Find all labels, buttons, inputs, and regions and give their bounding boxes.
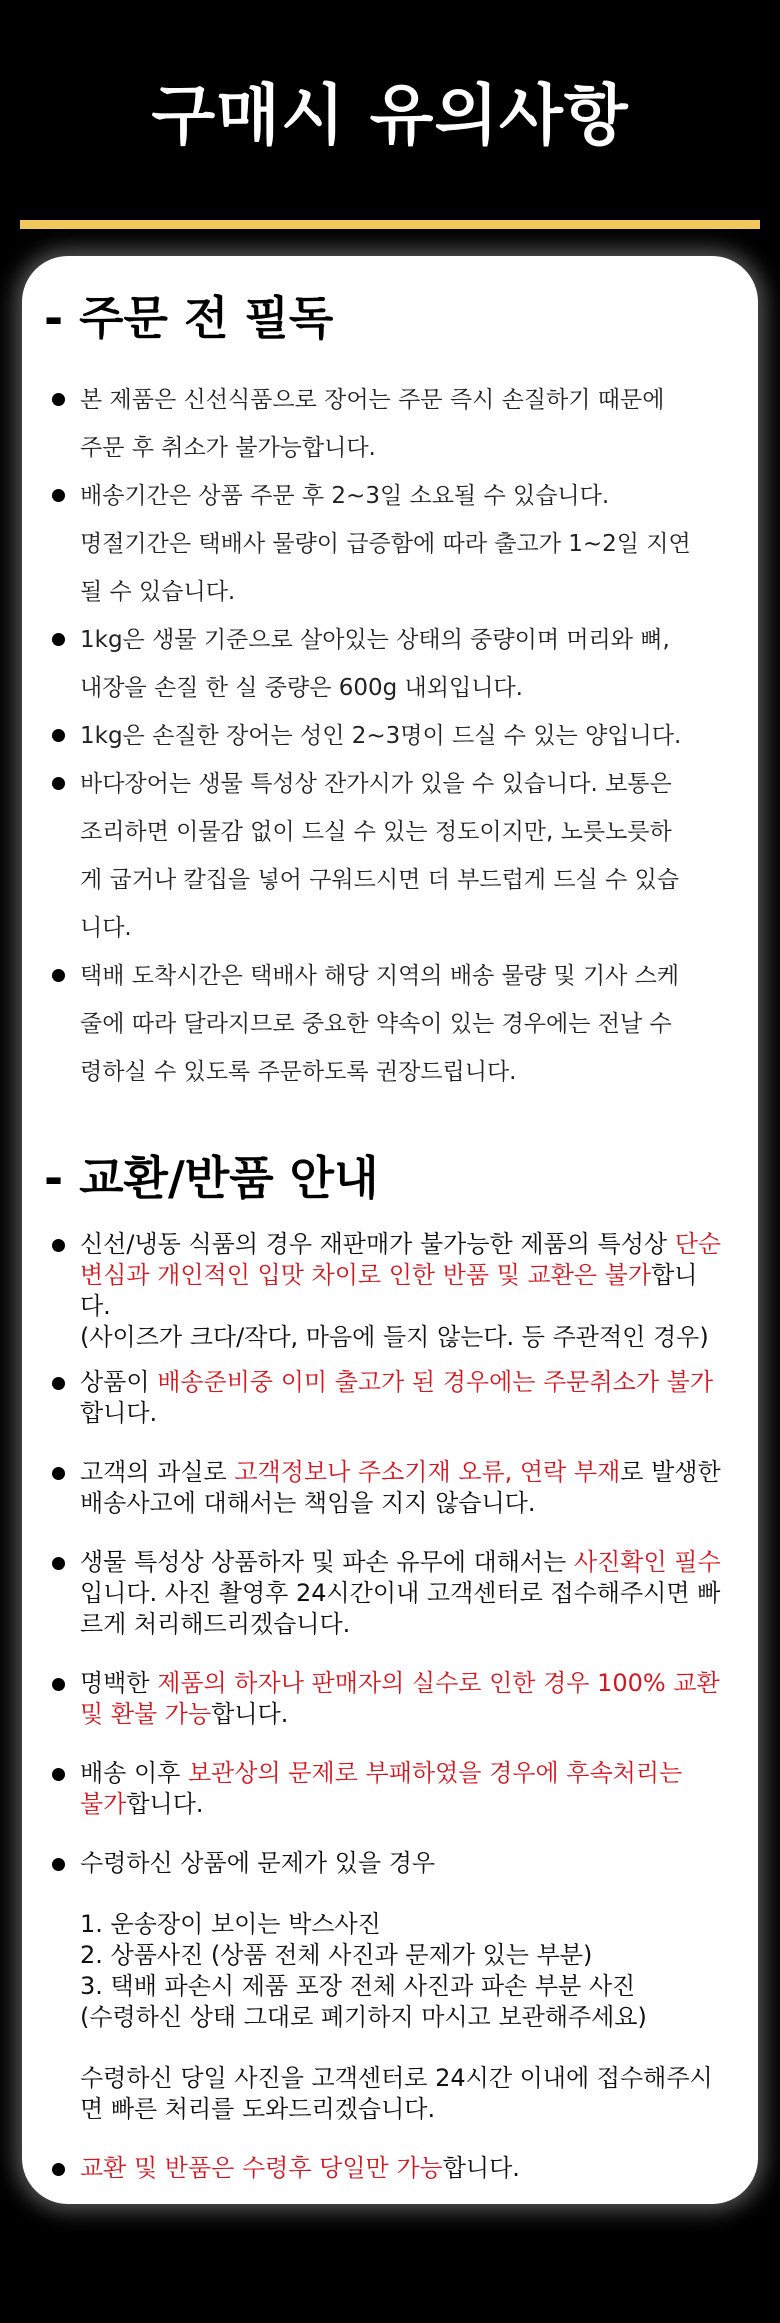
list-item — [22, 1848, 758, 2125]
item-line: 1kg은 손질한 장어는 성인 2~3명이 드실 수 있는 양입니다. — [80, 723, 682, 749]
item-line: 니다. — [80, 915, 132, 941]
item-line: 줄에 따라 달라지므로 중요한 약속이 있는 경우에는 전날 수 — [80, 1011, 672, 1037]
bullet-dot-icon — [52, 729, 65, 742]
bullet-dot-icon — [52, 1377, 65, 1390]
item-line: 조리하면 이물감 없이 드실 수 있는 정도이지만, 노릇노릇하 — [80, 819, 672, 845]
item-text: (사이즈가 크다/작다, 마음에 들지 않는다. 등 주관적인 경우) — [80, 1323, 709, 1351]
item-text: 입니다. 사진 촬영후 24시간이내 고객센터로 접수해주시면 빠 — [80, 1579, 721, 1607]
list-item — [22, 760, 758, 952]
highlight-text: 고객정보나 주소기재 오류, 연락 부재 — [234, 1458, 621, 1486]
item-text: 수령하신 상품에 문제가 있을 경우 — [80, 1849, 436, 1877]
bullet-dot-icon — [52, 1557, 65, 1570]
highlight-text: 불가 — [80, 1790, 127, 1818]
item-line: 내장을 손질 한 실 중량은 600g 내외입니다. — [80, 675, 523, 701]
list-item — [22, 376, 758, 472]
pre-order-list — [22, 376, 758, 1096]
item-line: 게 굽거나 칼집을 넣어 구워드시면 더 부드럽게 드실 수 있습 — [80, 867, 680, 893]
list-item — [22, 952, 758, 1096]
bullet-dot-icon — [52, 1467, 65, 1480]
highlight-text: 단순 — [674, 1230, 722, 1258]
item-text: 수령하신 당일 사진을 고객센터로 24시간 이내에 접수해주시 — [80, 2064, 713, 2092]
bullet-dot-icon — [52, 489, 65, 502]
highlight-text: 변심과 개인적인 입맛 차이로 인한 반품 및 교환은 불가 — [80, 1261, 652, 1289]
item-line: 될 수 있습니다. — [80, 579, 236, 605]
item-line: 본 제품은 신선식품으로 장어는 주문 즉시 손질하기 때문에 — [80, 387, 665, 413]
item-line: 주문 후 취소가 불가능합니다. — [80, 435, 376, 461]
list-item — [22, 1668, 758, 1730]
bullet-dot-icon — [52, 1768, 65, 1781]
item-line: 1kg은 생물 기준으로 살아있는 상태의 중량이며 머리와 뼈, — [80, 627, 670, 653]
item-line: 바다장어는 생물 특성상 잔가시가 있을 수 있습니다. 보통은 — [80, 771, 672, 797]
section-heading-pre-order: - 주문 전 필독 — [44, 291, 334, 345]
section-heading-exchange-return: - 교환/반품 안내 — [44, 1151, 379, 1205]
page-title: 구매시 유의사항 — [151, 77, 629, 154]
bullet-dot-icon — [52, 2163, 65, 2176]
list-item — [22, 472, 758, 616]
item-text: 합니다. — [126, 1790, 204, 1818]
highlight-text: 보관상의 문제로 부패하였을 경우에 후속처리는 — [188, 1759, 683, 1787]
list-item — [22, 712, 758, 760]
highlight-text: 제품의 하자나 판매자의 실수로 인한 경우 100% 교환 — [157, 1669, 720, 1697]
item-text: 면 빠른 처리를 도와드리겠습니다. — [80, 2095, 436, 2123]
item-text: 합니다. — [211, 1700, 289, 1728]
bullet-dot-icon — [52, 633, 65, 646]
bullet-dot-icon — [52, 1239, 65, 1252]
bullet-dot-icon — [52, 1678, 65, 1691]
item-line: 명절기간은 택배사 물량이 급증함에 따라 출고가 1~2일 지연 — [80, 531, 691, 557]
highlight-text: 및 환불 가능 — [80, 1700, 212, 1728]
highlight-text: 교환 및 반품은 수령후 당일만 가능 — [80, 2154, 443, 2182]
bullet-dot-icon — [52, 1858, 65, 1871]
list-item — [22, 1547, 758, 1640]
list-item — [22, 1758, 758, 1820]
item-text: 생물 특성상 상품하자 및 파손 유무에 대해서는 — [80, 1548, 574, 1576]
item-text: 르게 처리해드리겠습니다. — [80, 1610, 351, 1638]
item-text: 상품이 — [80, 1368, 158, 1396]
title-divider — [20, 220, 760, 229]
bullet-dot-icon — [52, 777, 65, 790]
item-text: 고객의 과실로 — [80, 1458, 235, 1486]
item-text: 배송사고에 대해서는 책임을 지지 않습니다. — [80, 1489, 536, 1517]
highlight-text: 배송준비중 이미 출고가 된 경우에는 주문취소가 불가 — [157, 1368, 714, 1396]
item-text: 배송 이후 — [80, 1759, 188, 1787]
list-item — [22, 1457, 758, 1519]
item-line: 택배 도착시간은 택배사 해당 지역의 배송 물량 및 기사 스케 — [80, 963, 680, 989]
bullet-dot-icon — [52, 393, 65, 406]
list-item — [22, 616, 758, 712]
bullet-dot-icon — [52, 969, 65, 982]
step-text: 2. 상품사진 (상품 전체 사진과 문제가 있는 부분) — [80, 1941, 593, 1969]
list-item — [22, 2153, 758, 2184]
highlight-text: 사진확인 필수 — [573, 1548, 721, 1576]
item-text: 명백한 — [80, 1669, 158, 1697]
list-item — [22, 1367, 758, 1429]
item-text: 합니다. — [80, 1261, 698, 1320]
item-text: 신선/냉동 식품의 경우 재판매가 불가능한 제품의 특성상 — [80, 1230, 675, 1258]
step-text: (수령하신 상태 그대로 폐기하지 마시고 보관해주세요) — [80, 2003, 647, 2031]
item-line: 령하실 수 있도록 주문하도록 권장드립니다. — [80, 1059, 517, 1085]
list-item — [22, 1229, 758, 1353]
exchange-return-list — [22, 1229, 758, 2184]
step-text: 1. 운송장이 보이는 박스사진 — [80, 1910, 381, 1938]
item-text: 합니다. — [442, 2154, 520, 2182]
item-line: 배송기간은 상품 주문 후 2~3일 소요될 수 있습니다. — [80, 483, 610, 509]
step-text: 3. 택배 파손시 제품 포장 전체 사진과 파손 부분 사진 — [80, 1972, 636, 2000]
item-text: 로 발생한 — [620, 1458, 721, 1486]
item-text: 합니다. — [80, 1399, 158, 1427]
notice-card — [22, 256, 758, 2204]
